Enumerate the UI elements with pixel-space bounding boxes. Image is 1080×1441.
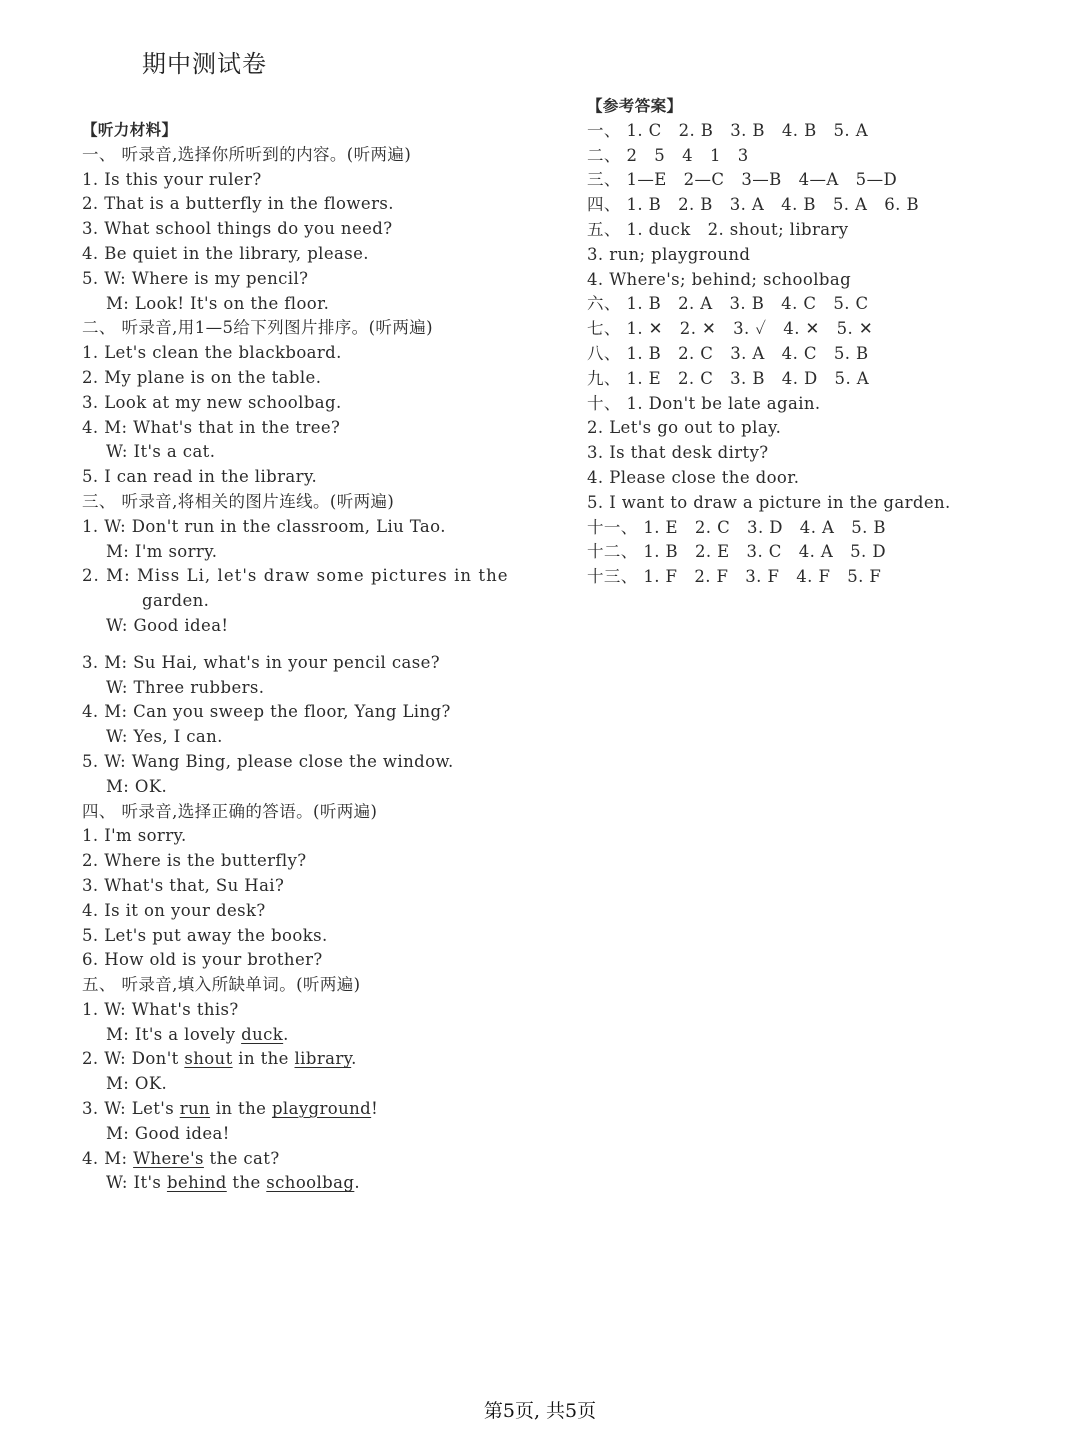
- listening-line: 5. Let's put away the books.: [82, 925, 328, 945]
- section-heading: 五、 听录音,填入所缺单词。(听两遍): [82, 975, 361, 995]
- answer-line: 2. Let's go out to play.: [587, 418, 782, 438]
- answers-heading: 【参考答案】: [587, 97, 683, 115]
- listening-line: M: OK.: [106, 776, 168, 796]
- fill-text: .: [351, 1049, 357, 1069]
- fill-text: M: OK.: [106, 1074, 168, 1094]
- answer-line: 4. Please close the door.: [587, 467, 800, 487]
- answer-key-column: [587, 94, 1007, 590]
- fill-line: [82, 1072, 522, 1097]
- fill-text: 1. W: What's this?: [82, 999, 239, 1019]
- answer-line: 二、 2 5 4 1 3: [587, 145, 749, 165]
- fill-text: !: [371, 1099, 379, 1119]
- page-title: 期中测试卷: [142, 50, 267, 78]
- answer-line: 十二、 1. B 2. E 3. C 4. A 5. D: [587, 542, 886, 562]
- answer-line: 八、 1. B 2. C 3. A 4. C 5. B: [587, 343, 869, 363]
- answer-word: playground: [271, 1099, 372, 1119]
- fill-line: [82, 1023, 522, 1048]
- listening-line: W: Good idea!: [106, 615, 229, 635]
- fill-text: M: It's a lovely: [106, 1024, 242, 1044]
- answer-word: shout: [184, 1049, 233, 1069]
- listening-line: 2. M: Miss Li, let's draw some pictures in the: [82, 566, 509, 586]
- listening-line: W: Yes, I can.: [106, 727, 223, 747]
- listening-line: W: It's a cat.: [106, 442, 216, 462]
- fill-text: 3. W: Let's: [82, 1099, 180, 1119]
- section-heading: 一、 听录音,选择你所听到的内容。(听两遍): [82, 144, 412, 164]
- fill-line: [82, 1047, 522, 1072]
- listening-line: 4. M: What's that in the tree?: [82, 417, 341, 437]
- listening-line: 2. Where is the butterfly?: [82, 851, 307, 871]
- answer-line: 三、 1—E 2—C 3—B 4—A 5—D: [587, 170, 898, 190]
- fill-text: M: Good idea!: [106, 1123, 230, 1143]
- listening-line: 1. Let's clean the blackboard.: [82, 343, 342, 363]
- fill-text: W: It's: [106, 1173, 167, 1193]
- listening-line: 4. M: Can you sweep the floor, Yang Ling?: [82, 702, 451, 722]
- fill-line: [82, 1097, 522, 1122]
- answer-line: 一、 1. C 2. B 3. B 4. B 5. A: [587, 120, 869, 140]
- listening-line: 4. Is it on your desk?: [82, 900, 266, 920]
- fill-text: the: [226, 1173, 267, 1193]
- answer-word: run: [179, 1099, 211, 1119]
- fill-line: [82, 1122, 522, 1147]
- listening-line: 3. M: Su Hai, what's in your pencil case?: [82, 652, 441, 672]
- answer-line: 5. I want to draw a picture in the garden.: [587, 492, 951, 512]
- answer-word: Where's: [133, 1148, 204, 1168]
- fill-line: [82, 998, 522, 1023]
- answer-line: 七、 1. ✕ 2. ✕ 3. ✓ 4. ✕ 5. ✕: [587, 319, 874, 339]
- listening-line: 5. W: Where is my pencil?: [82, 268, 309, 288]
- answer-line: 十一、 1. E 2. C 3. D 4. A 5. B: [587, 517, 886, 537]
- answer-line: 十三、 1. F 2. F 3. F 4. F 5. F: [587, 567, 882, 587]
- fill-text: 2. W: Don't: [82, 1049, 185, 1069]
- section-heading: 四、 听录音,选择正确的答语。(听两遍): [82, 801, 378, 821]
- fill-text: in the: [232, 1049, 295, 1069]
- fill-text: in the: [210, 1099, 272, 1119]
- section-heading: 二、 听录音,用1—5给下列图片排序。(听两遍): [82, 318, 433, 338]
- fill-text: .: [283, 1024, 289, 1044]
- listening-line: 5. I can read in the library.: [82, 467, 318, 487]
- answer-word: duck: [241, 1024, 284, 1044]
- page-footer: 第5页, 共5页: [483, 1400, 597, 1422]
- listening-line: 3. What school things do you need?: [82, 219, 393, 239]
- listening-line: 5. W: Wang Bing, please close the window.: [82, 751, 454, 771]
- listening-line: 1. W: Don't run in the classroom, Liu Tao.: [82, 516, 446, 536]
- section-heading: 三、 听录音,将相关的图片连线。(听两遍): [82, 491, 395, 511]
- answer-line: 4. Where's; behind; schoolbag: [587, 269, 852, 289]
- answer-word: behind: [166, 1173, 227, 1193]
- listening-line: 2. That is a butterfly in the flowers.: [82, 194, 394, 214]
- listening-line: W: Three rubbers.: [106, 677, 265, 697]
- listening-line: 4. Be quiet in the library, please.: [82, 243, 369, 263]
- fill-text: .: [354, 1173, 360, 1193]
- answer-word: library: [294, 1049, 352, 1069]
- fill-line: [82, 1171, 522, 1196]
- answer-word: schoolbag: [266, 1173, 355, 1193]
- answer-line: 四、 1. B 2. B 3. A 4. B 5. A 6. B: [587, 195, 919, 215]
- answer-line: 五、 1. duck 2. shout; library: [587, 219, 849, 239]
- listening-line: 2. My plane is on the table.: [82, 367, 322, 387]
- listening-line: 1. Is this your ruler?: [82, 169, 262, 189]
- answer-line: 十、 1. Don't be late again.: [587, 393, 821, 413]
- fill-line: [82, 1147, 522, 1172]
- listening-line: 3. Look at my new schoolbag.: [82, 392, 342, 412]
- listening-line: M: I'm sorry.: [106, 541, 218, 561]
- answer-line: 六、 1. B 2. A 3. B 4. C 5. C: [587, 294, 869, 314]
- listening-line: garden.: [142, 591, 210, 611]
- listening-heading: 【听力材料】: [82, 121, 178, 139]
- answer-line: 3. run; playground: [587, 244, 751, 264]
- listening-material-column: [82, 118, 522, 1196]
- answer-line: 九、 1. E 2. C 3. B 4. D 5. A: [587, 368, 870, 388]
- listening-line: M: Look! It's on the floor.: [106, 293, 330, 313]
- listening-line: 3. What's that, Su Hai?: [82, 875, 285, 895]
- answer-line: 3. Is that desk dirty?: [587, 443, 769, 463]
- listening-line: 1. I'm sorry.: [82, 826, 187, 846]
- listening-line: 6. How old is your brother?: [82, 950, 323, 970]
- fill-text: 4. M:: [82, 1148, 134, 1168]
- fill-text: the cat?: [203, 1148, 280, 1168]
